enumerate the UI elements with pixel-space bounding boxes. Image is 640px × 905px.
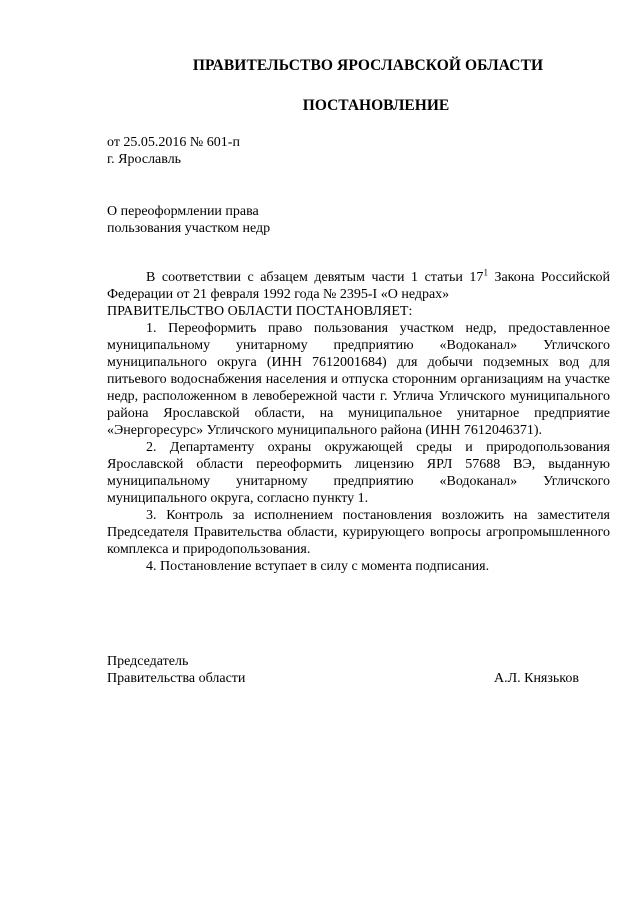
preamble-text-1: В соответствии с абзацем девятым части 1 статьи 17 [146, 270, 484, 285]
signatory-title-2: Правительства области [107, 671, 246, 686]
date-number: от 25.05.2016 № 601-п [107, 135, 240, 150]
item-1: 1. Переоформить право пользования участком недр, предоставленное муниципальному унитарному предприятию «Водоканал» Угличского муниципального округа (ИНН 7612001684) для добычи подземных вод для питьевого водоснабжения населения и отпуска сторонним организациям на участке недр, расположенном в левобережной части г. Углича Угличского муниципального района Ярославской области, на муниципальное унитарное предприятие «Энергоресурс» Угличского муниципального района (ИНН 7612046371). [107, 321, 610, 438]
decree-statement: ПРАВИТЕЛЬСТВО ОБЛАСТИ ПОСТАНОВЛЯЕТ: [107, 304, 413, 319]
item-3: 3. Контроль за исполнением постановления возложить на заместителя Председателя Правительства области, курирующего вопросы агропромышленного комплекса и природопользования. [107, 508, 610, 557]
subject-line-1: О переоформлении права [107, 204, 259, 219]
item-2: 2. Департаменту охраны окружающей среды и природопользования Ярославской области переоформить лицензию ЯРЛ 57688 ВЭ, выданную муниципальному унитарному предприятию «Водоканал» Угличского муниципального округа, согласно пункту 1. [107, 440, 610, 506]
preamble [107, 269, 610, 303]
signatory-name: А.Л. Князьков [494, 671, 579, 686]
preamble-superscript: 1 [483, 267, 488, 278]
subject-line-2: пользования участком недр [107, 221, 271, 236]
city: г. Ярославль [107, 152, 182, 167]
document-subject [107, 203, 610, 237]
authority-title: ПРАВИТЕЛЬСТВО ЯРОСЛАВСКОЙ ОБЛАСТИ [192, 57, 544, 74]
item-4: 4. Постановление вступает в силу с момента подписания. [146, 559, 490, 574]
document-meta [107, 134, 610, 168]
signatory-title-1: Председатель [107, 654, 189, 669]
document-body [107, 269, 610, 575]
preamble-text-2: Закона Российской Федерации от 21 февраля 1992 года № 2395-I «О недрах» [107, 270, 610, 302]
document-type-title: ПОСТАНОВЛЕНИЕ [302, 97, 450, 114]
